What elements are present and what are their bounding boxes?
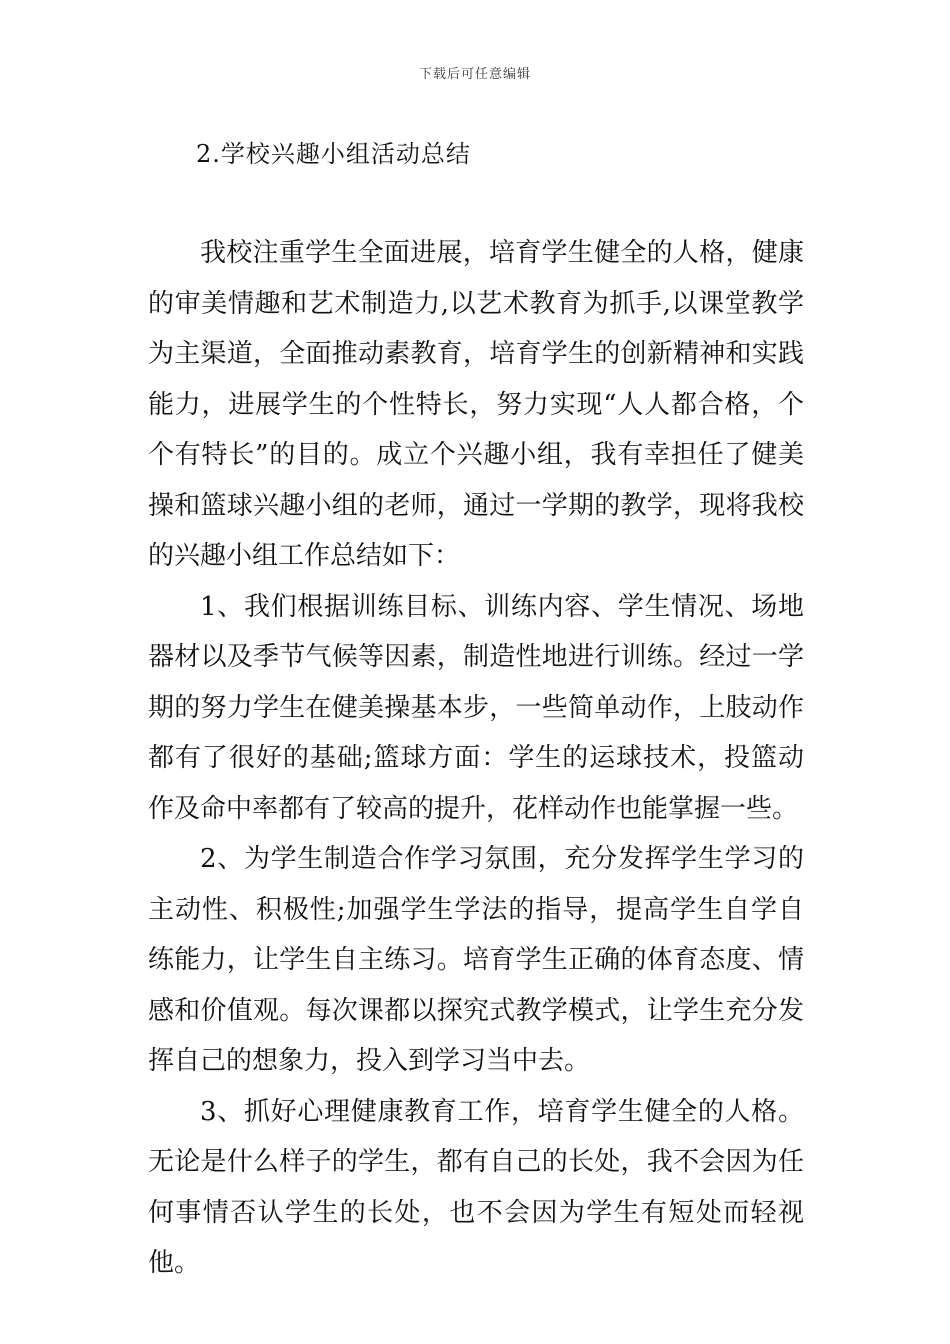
document-body — [148, 228, 804, 1289]
paragraph-item-2: 2、为学生制造合作学习氛围，充分发挥学生学习的主动性、积极性;加强学生学法的指导，提高学生自学自练能力，让学生自主练习。培育学生正确的体育态度、情感和价值观。每次课都以探究式教学模式，让学生充分发挥自己的想象力，投入到学习当中去。 — [148, 844, 804, 1076]
page-header-note: 下载后可任意编辑 — [418, 67, 531, 82]
paragraph-intro: 我校注重学生全面进展，培育学生健全的人格，健康的审美情趣和艺术制造力,以艺术教育为抓手,以课堂教学为主渠道，全面推动素教育，培育学生的创新精神和实践能力，进展学生的个性特长，努力实现“人人都合格，个个有特长”的目的。成立个兴趣小组，我有幸担任了健美操和篮球兴趣小组的老师，通过一学期的教学，现将我校的兴趣小组工作总结如下： — [148, 238, 804, 571]
paragraph-item-1: 1、我们根据训练目标、训练内容、学生情况、场地器材以及季节气候等因素，制造性地进行训练。经过一学期的努力学生在健美操基本步，一些简单动作，上肢动作都有了很好的基础;篮球方面：学生的运球技术，投篮动作及命中率都有了较高的提升，花样动作也能掌握一些。 — [148, 591, 804, 824]
paragraph-item-3: 3、抓好心理健康教育工作，培育学生健全的人格。无论是什么样子的学生，都有自己的长处，我不会因为任何事情否认学生的长处，也不会因为学生有短处而轻视他。 — [148, 1096, 804, 1278]
document-title: 2.学校兴趣小组活动总结 — [196, 140, 471, 168]
